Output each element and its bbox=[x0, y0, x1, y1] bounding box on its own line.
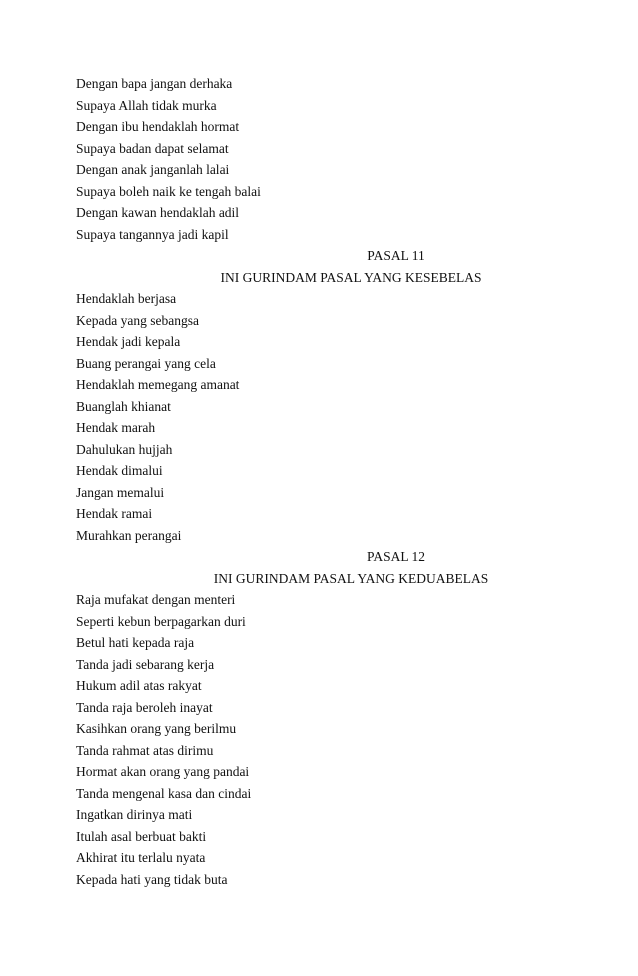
pasal-12-title: INI GURINDAM PASAL YANG KEDUABELAS bbox=[213, 570, 489, 586]
verse-line: Hendaklah memegang amanat bbox=[76, 377, 240, 392]
verse-line: Seperti kebun berpagarkan duri bbox=[76, 613, 246, 629]
verse-line: Dengan ibu hendaklah hormat bbox=[76, 119, 240, 134]
verse-line: Tanda jadi sebarang kerja bbox=[76, 656, 215, 672]
verse-line: Hendak dimalui bbox=[76, 463, 163, 478]
verse-line: Supaya boleh naik ke tengah balai bbox=[76, 183, 261, 199]
pasal-11-section bbox=[76, 245, 576, 546]
verse-line: Dengan anak janganlah lalai bbox=[76, 162, 230, 177]
pasal-12-heading: PASAL 12 bbox=[367, 549, 425, 564]
pasal-11-title: INI GURINDAM PASAL YANG KESEBELAS bbox=[220, 269, 482, 285]
verse-line: Itulah asal berbuat bakti bbox=[76, 828, 207, 844]
verse-line: Supaya Allah tidak murka bbox=[76, 97, 217, 113]
verse-line: Buang perangai yang cela bbox=[76, 355, 216, 371]
verse-line: Raja mufakat dengan menteri bbox=[76, 592, 236, 607]
verse-line: Betul hati kepada raja bbox=[76, 635, 195, 650]
verse-line: Hormat akan orang yang pandai bbox=[76, 764, 250, 779]
verse-line: Akhirat itu terlalu nyata bbox=[76, 850, 206, 865]
pasal-11-heading: PASAL 11 bbox=[367, 248, 425, 263]
verse-line: Buanglah khianat bbox=[76, 398, 171, 414]
verse-line: Tanda raja beroleh inayat bbox=[76, 699, 213, 715]
verse-line: Supaya badan dapat selamat bbox=[76, 140, 229, 156]
verse-line: Ingatkan dirinya mati bbox=[76, 807, 193, 822]
verse-line: Hendak jadi kepala bbox=[76, 334, 181, 349]
verse-line: Dengan bapa jangan derhaka bbox=[76, 76, 233, 91]
pasal-12-section bbox=[76, 546, 576, 890]
verse-line: Hendaklah berjasa bbox=[76, 291, 177, 306]
verse-line: Hendak marah bbox=[76, 420, 156, 435]
verse-line: Kepada yang sebangsa bbox=[76, 312, 199, 328]
verse-line: Jangan memalui bbox=[76, 484, 165, 500]
verse-line: Kepada hati yang tidak buta bbox=[76, 871, 228, 887]
verse-line: Dahulukan hujjah bbox=[76, 441, 173, 457]
document-body bbox=[76, 73, 576, 890]
verse-line: Dengan kawan hendaklah adil bbox=[76, 205, 240, 220]
verse-line: Tanda mengenal kasa dan cindai bbox=[76, 785, 252, 801]
verse-line: Hukum adil atas rakyat bbox=[76, 678, 202, 693]
verse-line: Supaya tangannya jadi kapil bbox=[76, 226, 229, 242]
verse-line: Murahkan perangai bbox=[76, 527, 182, 543]
verse-block-a bbox=[76, 73, 576, 245]
verse-line: Kasihkan orang yang berilmu bbox=[76, 721, 237, 736]
verse-line: Tanda rahmat atas dirimu bbox=[76, 742, 214, 758]
verse-line: Hendak ramai bbox=[76, 506, 153, 521]
